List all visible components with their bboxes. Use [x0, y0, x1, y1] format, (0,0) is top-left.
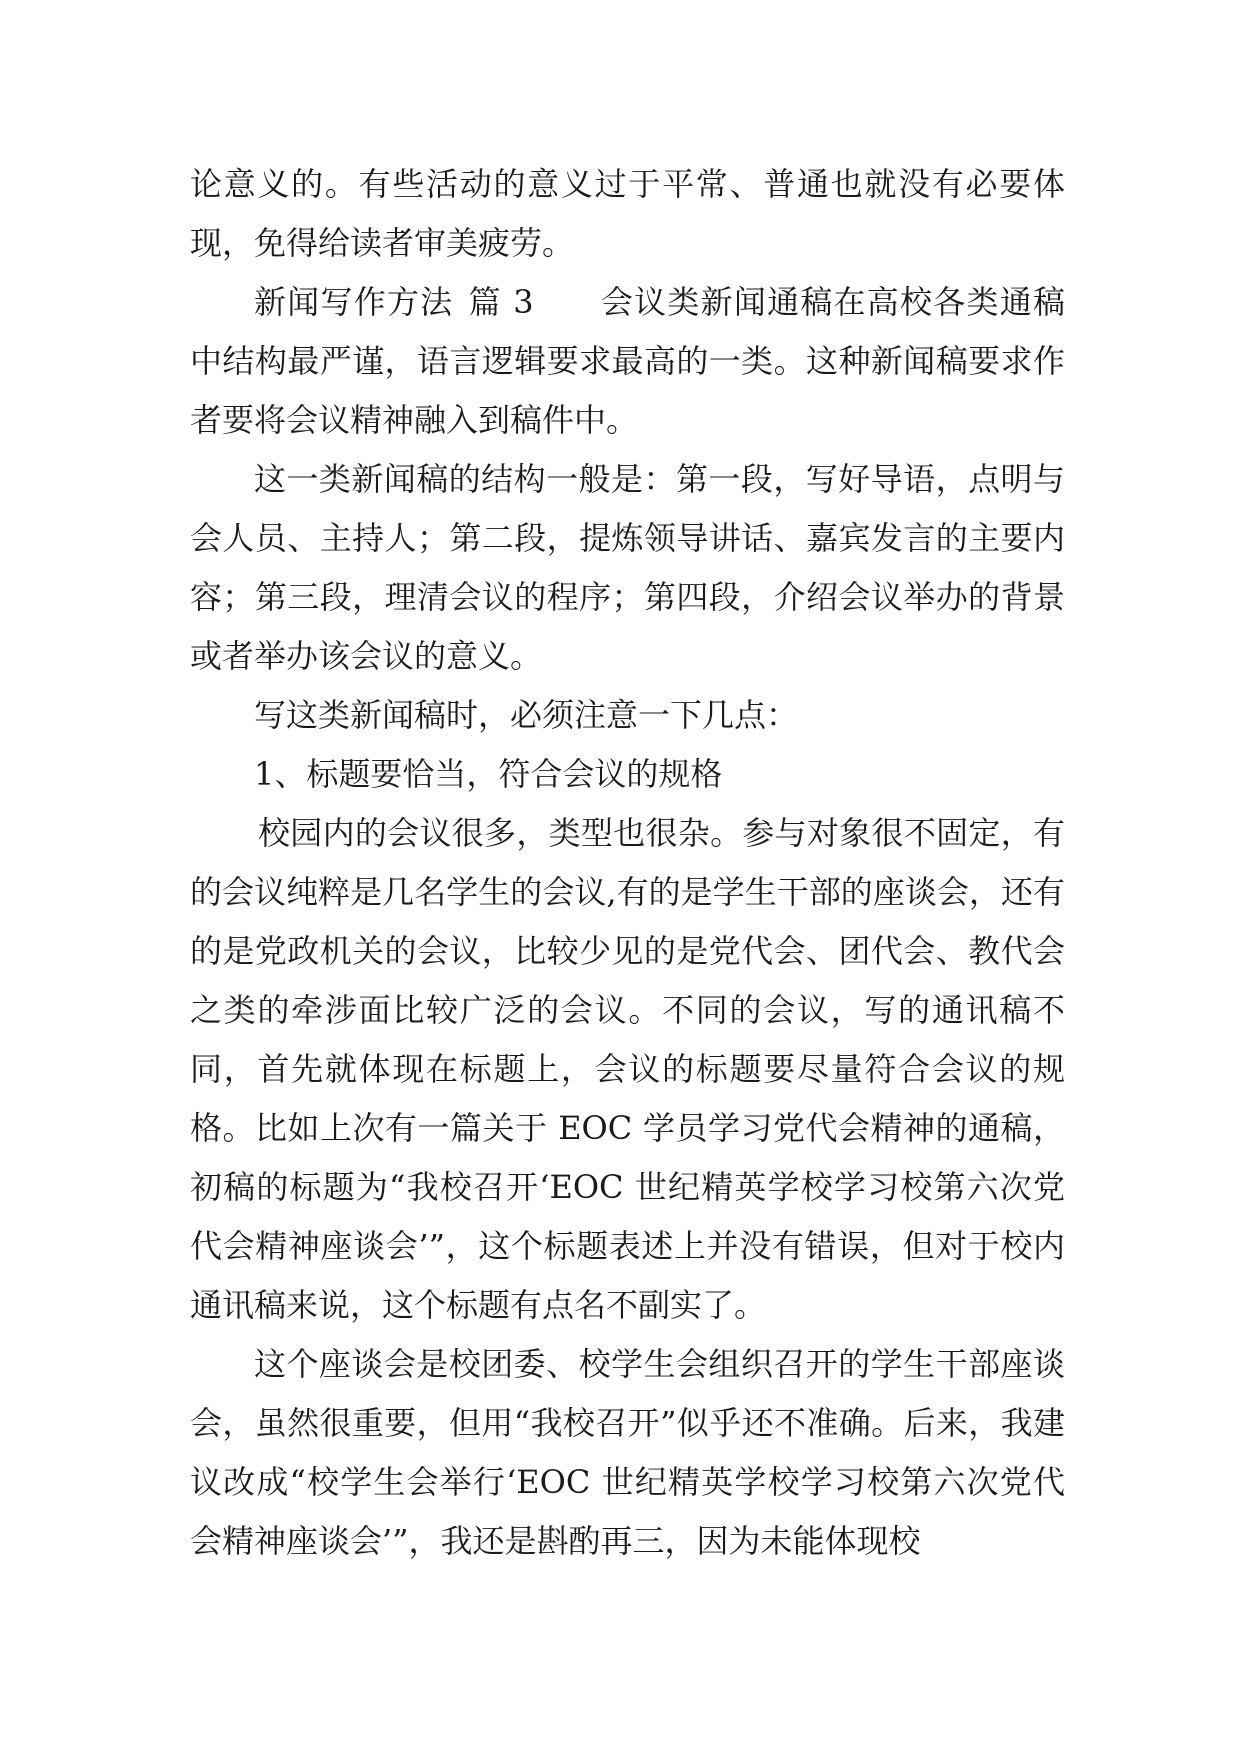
paragraph-continuation: 论意义的。有些活动的意义过于平常、普通也就没有必要体现，免得给读者审美疲劳。 [190, 165, 1065, 262]
paragraph-notes-intro: 写这类新闻稿时，必须注意一下几点： [254, 696, 799, 734]
paragraph-point-1-title: 1、标题要恰当，符合会议的规格 [254, 755, 723, 793]
paragraph-structure: 这一类新闻稿的结构一般是：第一段，写好导语，点明与会人员、主持人；第二段，提炼领导讲话、嘉宾发言的主要内容；第三段，理清会议的程序；第四段，介绍会议举办的背景或者举办该会议的意义。 [190, 460, 1065, 675]
section-heading-number: 篇 3 [467, 283, 534, 321]
section-heading-title: 新闻写作方法 [254, 283, 454, 321]
paragraph-point-1-body: 校园内的会议很多，类型也很杂。参与对象很不固定，有的会议纯粹是几名学生的会议,有的是学生干部的座谈会，还有的是党政机关的会议，比较少见的是党代会、团代会、教代会之类的牵涉面比较广泛的会议。不同的会议，写的通讯稿不同，首先就体现在标题上，会议的标题要尽量符合会议的规格。比如上次有一篇关于 EOC 学员学习党代会精神的通稿，初稿的标题为“我校召开‘EOC 世纪精英学校学习校第六次党代会精神座谈会’”，这个标题表述上并没有错误，但对于校内通讯稿来说，这个标题有点名不副实了。 [190, 814, 1065, 1324]
section-intro-text: 会议类新闻通稿在高校各类通稿中结构最严谨，语言逻辑要求最高的一类。这种新闻稿要求作者要将会议精神融入到稿件中。 [190, 283, 1065, 439]
paragraph-section-heading [190, 273, 1065, 450]
article-body [190, 155, 1065, 1571]
paragraph-example: 这个座谈会是校团委、校学生会组织召开的学生干部座谈会，虽然很重要，但用“我校召开”似乎还不准确。后来，我建议改成“校学生会举行‘EOC 世纪精英学校学习校第六次党代会精神座谈会’”，我还是斟酌再三，因为未能体现校 [190, 1345, 1065, 1560]
